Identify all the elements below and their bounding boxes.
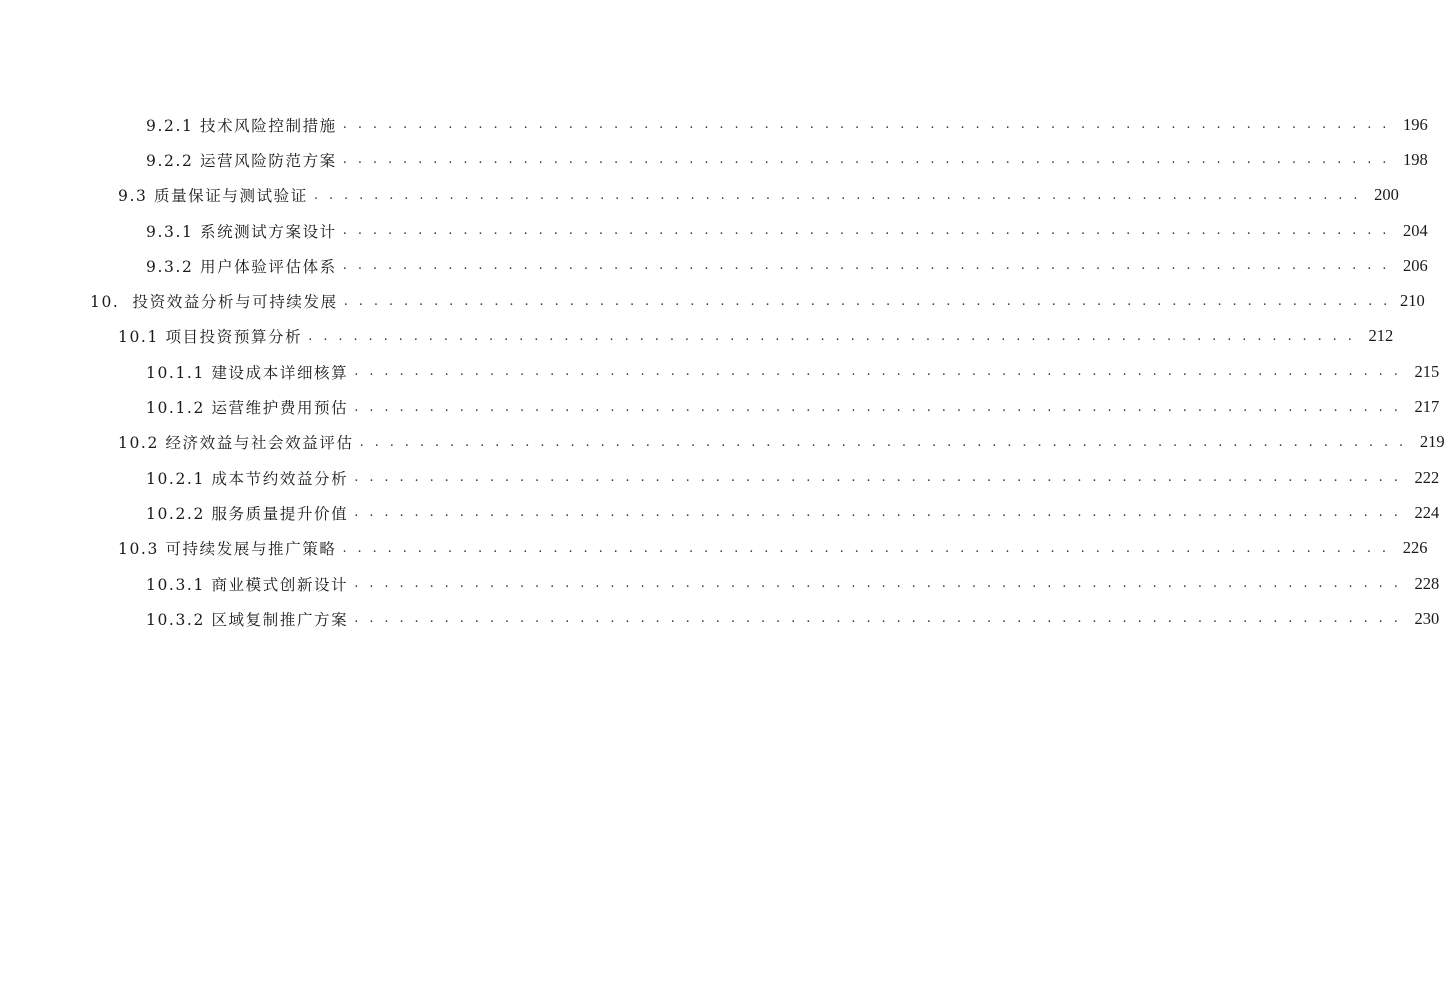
toc-entry-text: 运营风险防范方案 bbox=[199, 151, 337, 170]
toc-entry-text: 服务质量提升价值 bbox=[211, 504, 349, 523]
toc-entry[interactable] bbox=[0, 425, 1445, 460]
toc-entry-text: 经济效益与社会效益评估 bbox=[165, 434, 354, 453]
dot-leader: . . . . . . . . . . . . . . . . . . . . . . . . . . . . . . . . . . . . . . . . . . . . . . . . . . . . . . . . . . . . . . . . . . . . . . bbox=[342, 540, 1390, 556]
toc-entry-page-number: 206 bbox=[1403, 255, 1428, 275]
toc-entry-text: 技术风险控制措施 bbox=[199, 116, 337, 135]
toc-entry[interactable] bbox=[0, 566, 1440, 601]
toc-entry-page-number: 196 bbox=[1403, 114, 1428, 134]
toc-entry[interactable] bbox=[0, 319, 1394, 354]
toc-entry-page-number: 217 bbox=[1414, 397, 1440, 417]
dot-leader: . . . . . . . . . . . . . . . . . . . . . . . . . . . . . . . . . . . . . . . . . . . . . . . . . . . . . . . . . . . . . . . . . . . . . . bbox=[313, 187, 1361, 203]
toc-entry-number: 10.2.1 bbox=[146, 469, 205, 488]
dot-leader: . . . . . . . . . . . . . . . . . . . . . . . . . . . . . . . . . . . . . . . . . . . . . . . . . . . . . . . . . . . . . . . . . . . . . . bbox=[342, 117, 1390, 133]
toc-entry-page-number: 212 bbox=[1368, 326, 1394, 346]
toc-entry-text: 系统测试方案设计 bbox=[199, 222, 337, 241]
dot-leader: . . . . . . . . . . . . . . . . . . . . . . . . . . . . . . . . . . . . . . . . . . . . . . . . . . . . . . . . . . . . . . . . . . . . . . bbox=[354, 364, 1402, 380]
toc-entry-page-number: 200 bbox=[1374, 185, 1399, 205]
toc-entry-title bbox=[146, 114, 337, 136]
toc-entry-title bbox=[118, 184, 308, 206]
dot-leader: . . . . . . . . . . . . . . . . . . . . . . . . . . . . . . . . . . . . . . . . . . . . . . . . . . . . . . . . . . . . . . . . . . . . . . bbox=[308, 328, 1356, 344]
toc-entry-text: 可持续发展与推广策略 bbox=[165, 540, 337, 559]
toc-entry-number: 10.3 bbox=[118, 540, 159, 559]
toc-entry-title bbox=[118, 431, 354, 453]
toc-entry-title bbox=[118, 325, 302, 347]
toc-entry[interactable] bbox=[0, 283, 1425, 318]
toc-entry[interactable] bbox=[0, 460, 1440, 495]
toc-entry-text: 质量保证与测试验证 bbox=[153, 187, 308, 206]
dot-leader: . . . . . . . . . . . . . . . . . . . . . . . . . . . . . . . . . . . . . . . . . . . . . . . . . . . . . . . . . . . . . . . . . . . . . . bbox=[354, 505, 1402, 521]
toc-entry-page-number: 224 bbox=[1414, 502, 1440, 522]
toc-entry-page-number: 198 bbox=[1403, 149, 1428, 169]
toc-entry[interactable] bbox=[0, 531, 1428, 566]
toc-entry-number: 10.3.1 bbox=[146, 575, 205, 594]
toc-entry-number: 9.3 bbox=[118, 187, 148, 206]
dot-leader: . . . . . . . . . . . . . . . . . . . . . . . . . . . . . . . . . . . . . . . . . . . . . . . . . . . . . . . . . . . . . . . . . . . . . . bbox=[342, 223, 1390, 239]
toc-entry-title bbox=[146, 149, 337, 171]
toc-entry-number: 10.3.2 bbox=[146, 610, 205, 629]
dot-leader: . . . . . . . . . . . . . . . . . . . . . . . . . . . . . . . . . . . . . . . . . . . . . . . . . . . . . . . . . . . . . . . . . . . . . . bbox=[359, 434, 1407, 450]
toc-entry[interactable] bbox=[0, 107, 1428, 142]
toc-entry-title bbox=[146, 467, 348, 489]
toc-entry-text: 商业模式创新设计 bbox=[211, 575, 349, 594]
toc-entry-text: 项目投资预算分析 bbox=[165, 328, 303, 347]
toc-entry-title bbox=[146, 255, 337, 277]
toc-entry-text: 运营维护费用预估 bbox=[211, 399, 349, 418]
toc-entry-text: 区域复制推广方案 bbox=[211, 610, 349, 629]
toc-entry-title bbox=[90, 290, 338, 312]
toc-entry-text: 用户体验评估体系 bbox=[199, 257, 337, 276]
dot-leader: . . . . . . . . . . . . . . . . . . . . . . . . . . . . . . . . . . . . . . . . . . . . . . . . . . . . . . . . . . . . . . . . . . . . . . bbox=[354, 576, 1402, 591]
toc-entry-page-number: 230 bbox=[1414, 608, 1440, 628]
toc-entry[interactable] bbox=[0, 178, 1399, 213]
toc-entry[interactable] bbox=[0, 248, 1428, 283]
toc-entry-page-number: 228 bbox=[1414, 573, 1440, 593]
toc-entry-number: 10.1.2 bbox=[146, 399, 205, 418]
toc-entry-text: 成本节约效益分析 bbox=[211, 469, 349, 488]
toc-entry[interactable] bbox=[0, 389, 1440, 424]
toc-entry[interactable] bbox=[0, 142, 1428, 177]
toc-entry-title bbox=[146, 361, 348, 383]
toc-entry-title bbox=[146, 220, 337, 242]
toc-entry-number: 10.2.2 bbox=[146, 504, 205, 523]
toc-entry-page-number: 222 bbox=[1414, 467, 1440, 487]
toc-entry-number: 10.1 bbox=[118, 328, 159, 347]
toc-entry-page-number: 226 bbox=[1402, 538, 1428, 558]
toc-entry-title bbox=[118, 537, 336, 559]
toc-entry-title bbox=[146, 573, 348, 595]
toc-entry[interactable] bbox=[0, 213, 1428, 248]
toc-entry-page-number: 210 bbox=[1399, 291, 1425, 311]
toc-entry-number: 9.3.2 bbox=[146, 257, 194, 276]
toc-entry[interactable] bbox=[0, 495, 1440, 530]
toc-entry-number: 10.2 bbox=[118, 434, 159, 453]
dot-leader: . . . . . . . . . . . . . . . . . . . . . . . . . . . . . . . . . . . . . . . . . . . . . . . . . . . . . . . . . . . . . . . . . . . . . . bbox=[342, 152, 1390, 168]
dot-leader: . . . . . . . . . . . . . . . . . . . . . . . . . . . . . . . . . . . . . . . . . . . . . . . . . . . . . . . . . . . . . . . . . . . . . . bbox=[343, 293, 1391, 309]
toc-entry-number: 9.2.2 bbox=[146, 151, 194, 170]
toc-entry-number: 9.3.1 bbox=[146, 222, 194, 241]
toc-entry-number: 10. bbox=[90, 293, 120, 312]
dot-leader: . . . . . . . . . . . . . . . . . . . . . . . . . . . . . . . . . . . . . . . . . . . . . . . . . . . . . . . . . . . . . . . . . . . . . . bbox=[354, 470, 1402, 486]
toc-entry[interactable] bbox=[0, 354, 1440, 389]
toc-entry-title bbox=[146, 502, 348, 524]
toc-entry-number: 10.1.1 bbox=[146, 363, 205, 382]
table-of-contents bbox=[0, 107, 1445, 636]
toc-entry-text: 投资效益分析与可持续发展 bbox=[132, 293, 338, 312]
dot-leader: . . . . . . . . . . . . . . . . . . . . . . . . . . . . . . . . . . . . . . . . . . . . . . . . . . . . . . . . . . . . . . . . . . . . . . bbox=[354, 399, 1402, 415]
toc-entry-page-number: 204 bbox=[1403, 220, 1428, 240]
toc-entry-page-number: 219 bbox=[1419, 432, 1445, 452]
dot-leader: . . . . . . . . . . . . . . . . . . . . . . . . . . . . . . . . . . . . . . . . . . . . . . . . . . . . . . . . . . . . . . . . . . . . . . bbox=[354, 611, 1402, 627]
toc-entry-number: 9.2.1 bbox=[146, 116, 194, 135]
toc-entry-page-number: 215 bbox=[1414, 361, 1440, 381]
toc-entry[interactable] bbox=[0, 601, 1440, 636]
dot-leader: . . . . . . . . . . . . . . . . . . . . . . . . . . . . . . . . . . . . . . . . . . . . . . . . . . . . . . . . . . . . . . . . . . . . . . bbox=[342, 258, 1390, 274]
toc-entry-text: 建设成本详细核算 bbox=[211, 363, 349, 382]
toc-entry-title bbox=[146, 396, 348, 418]
toc-entry-title bbox=[146, 608, 348, 630]
